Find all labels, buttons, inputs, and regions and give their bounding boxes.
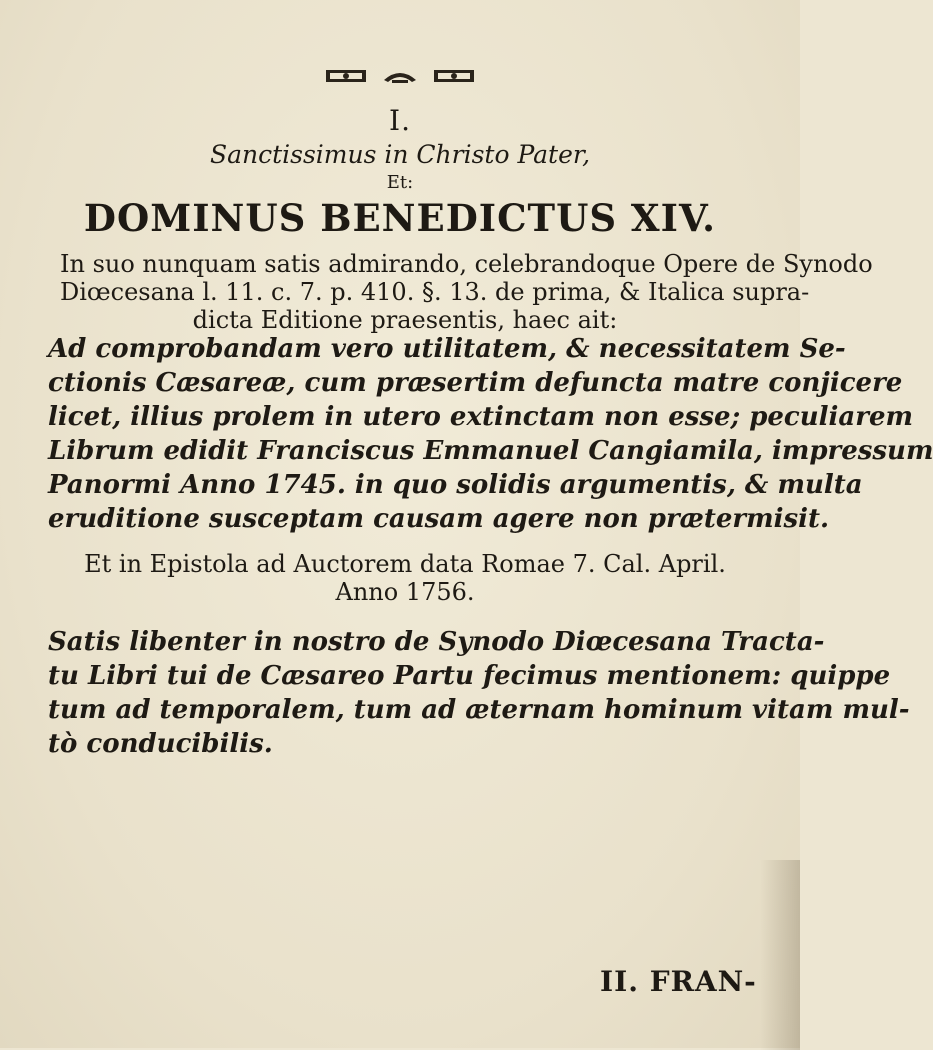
text-line: Anno 1756. (335, 578, 475, 606)
et-line: Et: (386, 172, 414, 193)
typographic-ornaments (0, 66, 800, 86)
section-number: I. (389, 104, 411, 137)
epistle-paragraph (60, 550, 750, 606)
text-line: tu Libri tui de Cæsareo Partu fecimus mentionem: quippe (48, 661, 891, 691)
text-line: tum ad temporalem, tum ad æternam hominum vitam mul- (48, 695, 910, 725)
text-line: licet, illius prolem in utero extinctam non esse; peculiarem (48, 402, 914, 432)
text-line: Diœcesana l. 11. c. 7. p. 410. §. 13. de prima, & Italica supra- (60, 278, 810, 306)
quotation-two (48, 625, 910, 761)
page-title: DOMINUS BENEDICTUS XIV. (83, 196, 717, 240)
text-line: In suo nunquam satis admirando, celebrandoque Opere de Synodo (60, 250, 873, 278)
introduction-paragraph (60, 250, 873, 334)
fleuron-left-icon (324, 66, 368, 86)
text-line: Panormi Anno 1745. in quo solidis argumentis, & multa (48, 470, 863, 500)
text-line: Satis libenter in nostro de Synodo Diœcesana Tracta- (48, 627, 825, 657)
quotation-one (48, 332, 933, 536)
fleuron-right-icon (432, 66, 476, 86)
text-line: Et in Epistola ad Auctorem data Romae 7. Cal. April. (84, 550, 726, 578)
fleuron-center-icon (382, 66, 418, 86)
text-line: ctionis Cæsareæ, cum præsertim defuncta matre conjicere (48, 368, 903, 398)
catchword: II. FRAN- (600, 965, 757, 998)
heading-italic: Sanctissimus in Christo Pater, (209, 140, 591, 169)
text-line: eruditione susceptam causam agere non prætermisit. (48, 504, 830, 534)
text-line: Ad comprobandam vero utilitatem, & necessitatem Se- (48, 334, 846, 364)
page-edge-shadow (760, 860, 800, 1050)
text-line: tò conducibilis. (48, 729, 273, 759)
text-line: Librum edidit Franciscus Emmanuel Cangiamila, impressum (48, 436, 933, 466)
text-line: dicta Editione praesentis, haec ait: (192, 306, 618, 334)
